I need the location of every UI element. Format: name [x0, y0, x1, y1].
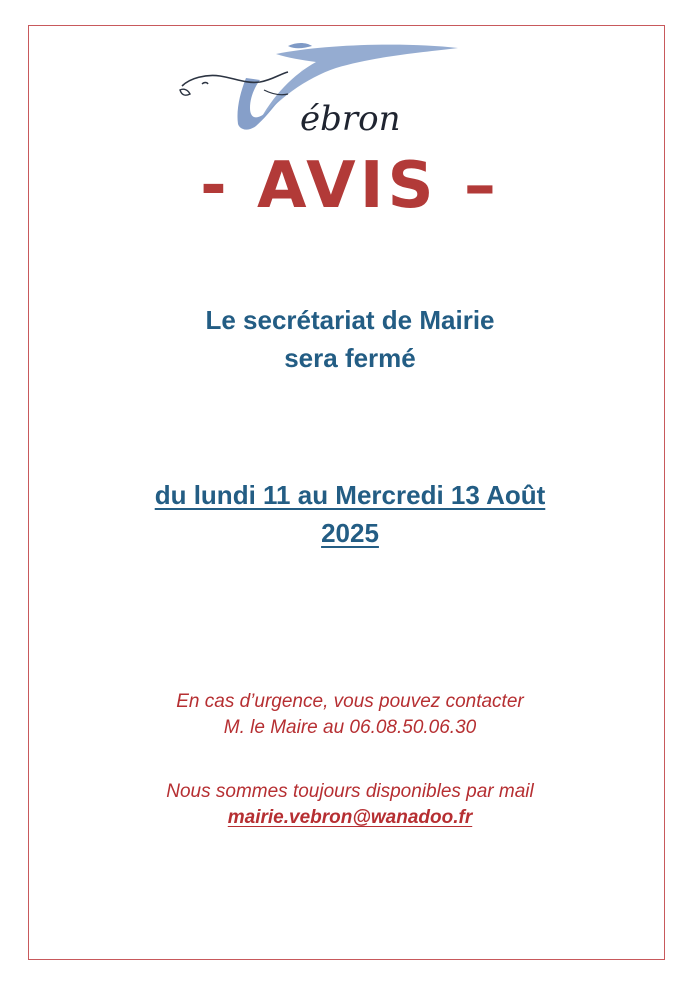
closure-dates	[0, 476, 700, 552]
logo-wordmark: ébron	[300, 99, 401, 138]
logo-v-stroke-left	[237, 68, 304, 130]
mail-contact	[0, 779, 700, 831]
vebron-logo	[176, 38, 476, 138]
logo-bird-beak	[180, 89, 190, 95]
closure-line-2: sera fermé	[284, 343, 416, 373]
dates-line-2: 2025	[321, 518, 379, 548]
closure-message	[0, 301, 700, 377]
urgency-line-2: M. le Maire au 06.08.50.06.30	[223, 717, 477, 738]
logo-bird-outline	[182, 72, 288, 86]
closure-line-1: Le secrétariat de Mairie	[205, 305, 495, 335]
mail-line: Nous sommes toujours disponibles par mail	[166, 781, 534, 802]
urgency-line-1: En cas d’urgence, vous pouvez contacter	[176, 691, 524, 712]
logo-v-stroke-top	[288, 43, 312, 48]
logo-bird-eye	[202, 83, 208, 85]
dates-line-1: du lundi 11 au Mercredi 13 Août	[154, 480, 546, 510]
notice-title: - AVIS –	[200, 149, 500, 223]
urgency-contact	[0, 689, 700, 741]
mail-address-row	[0, 805, 700, 831]
mail-address-link[interactable]: mairie.vebron@wanadoo.fr	[227, 807, 473, 828]
